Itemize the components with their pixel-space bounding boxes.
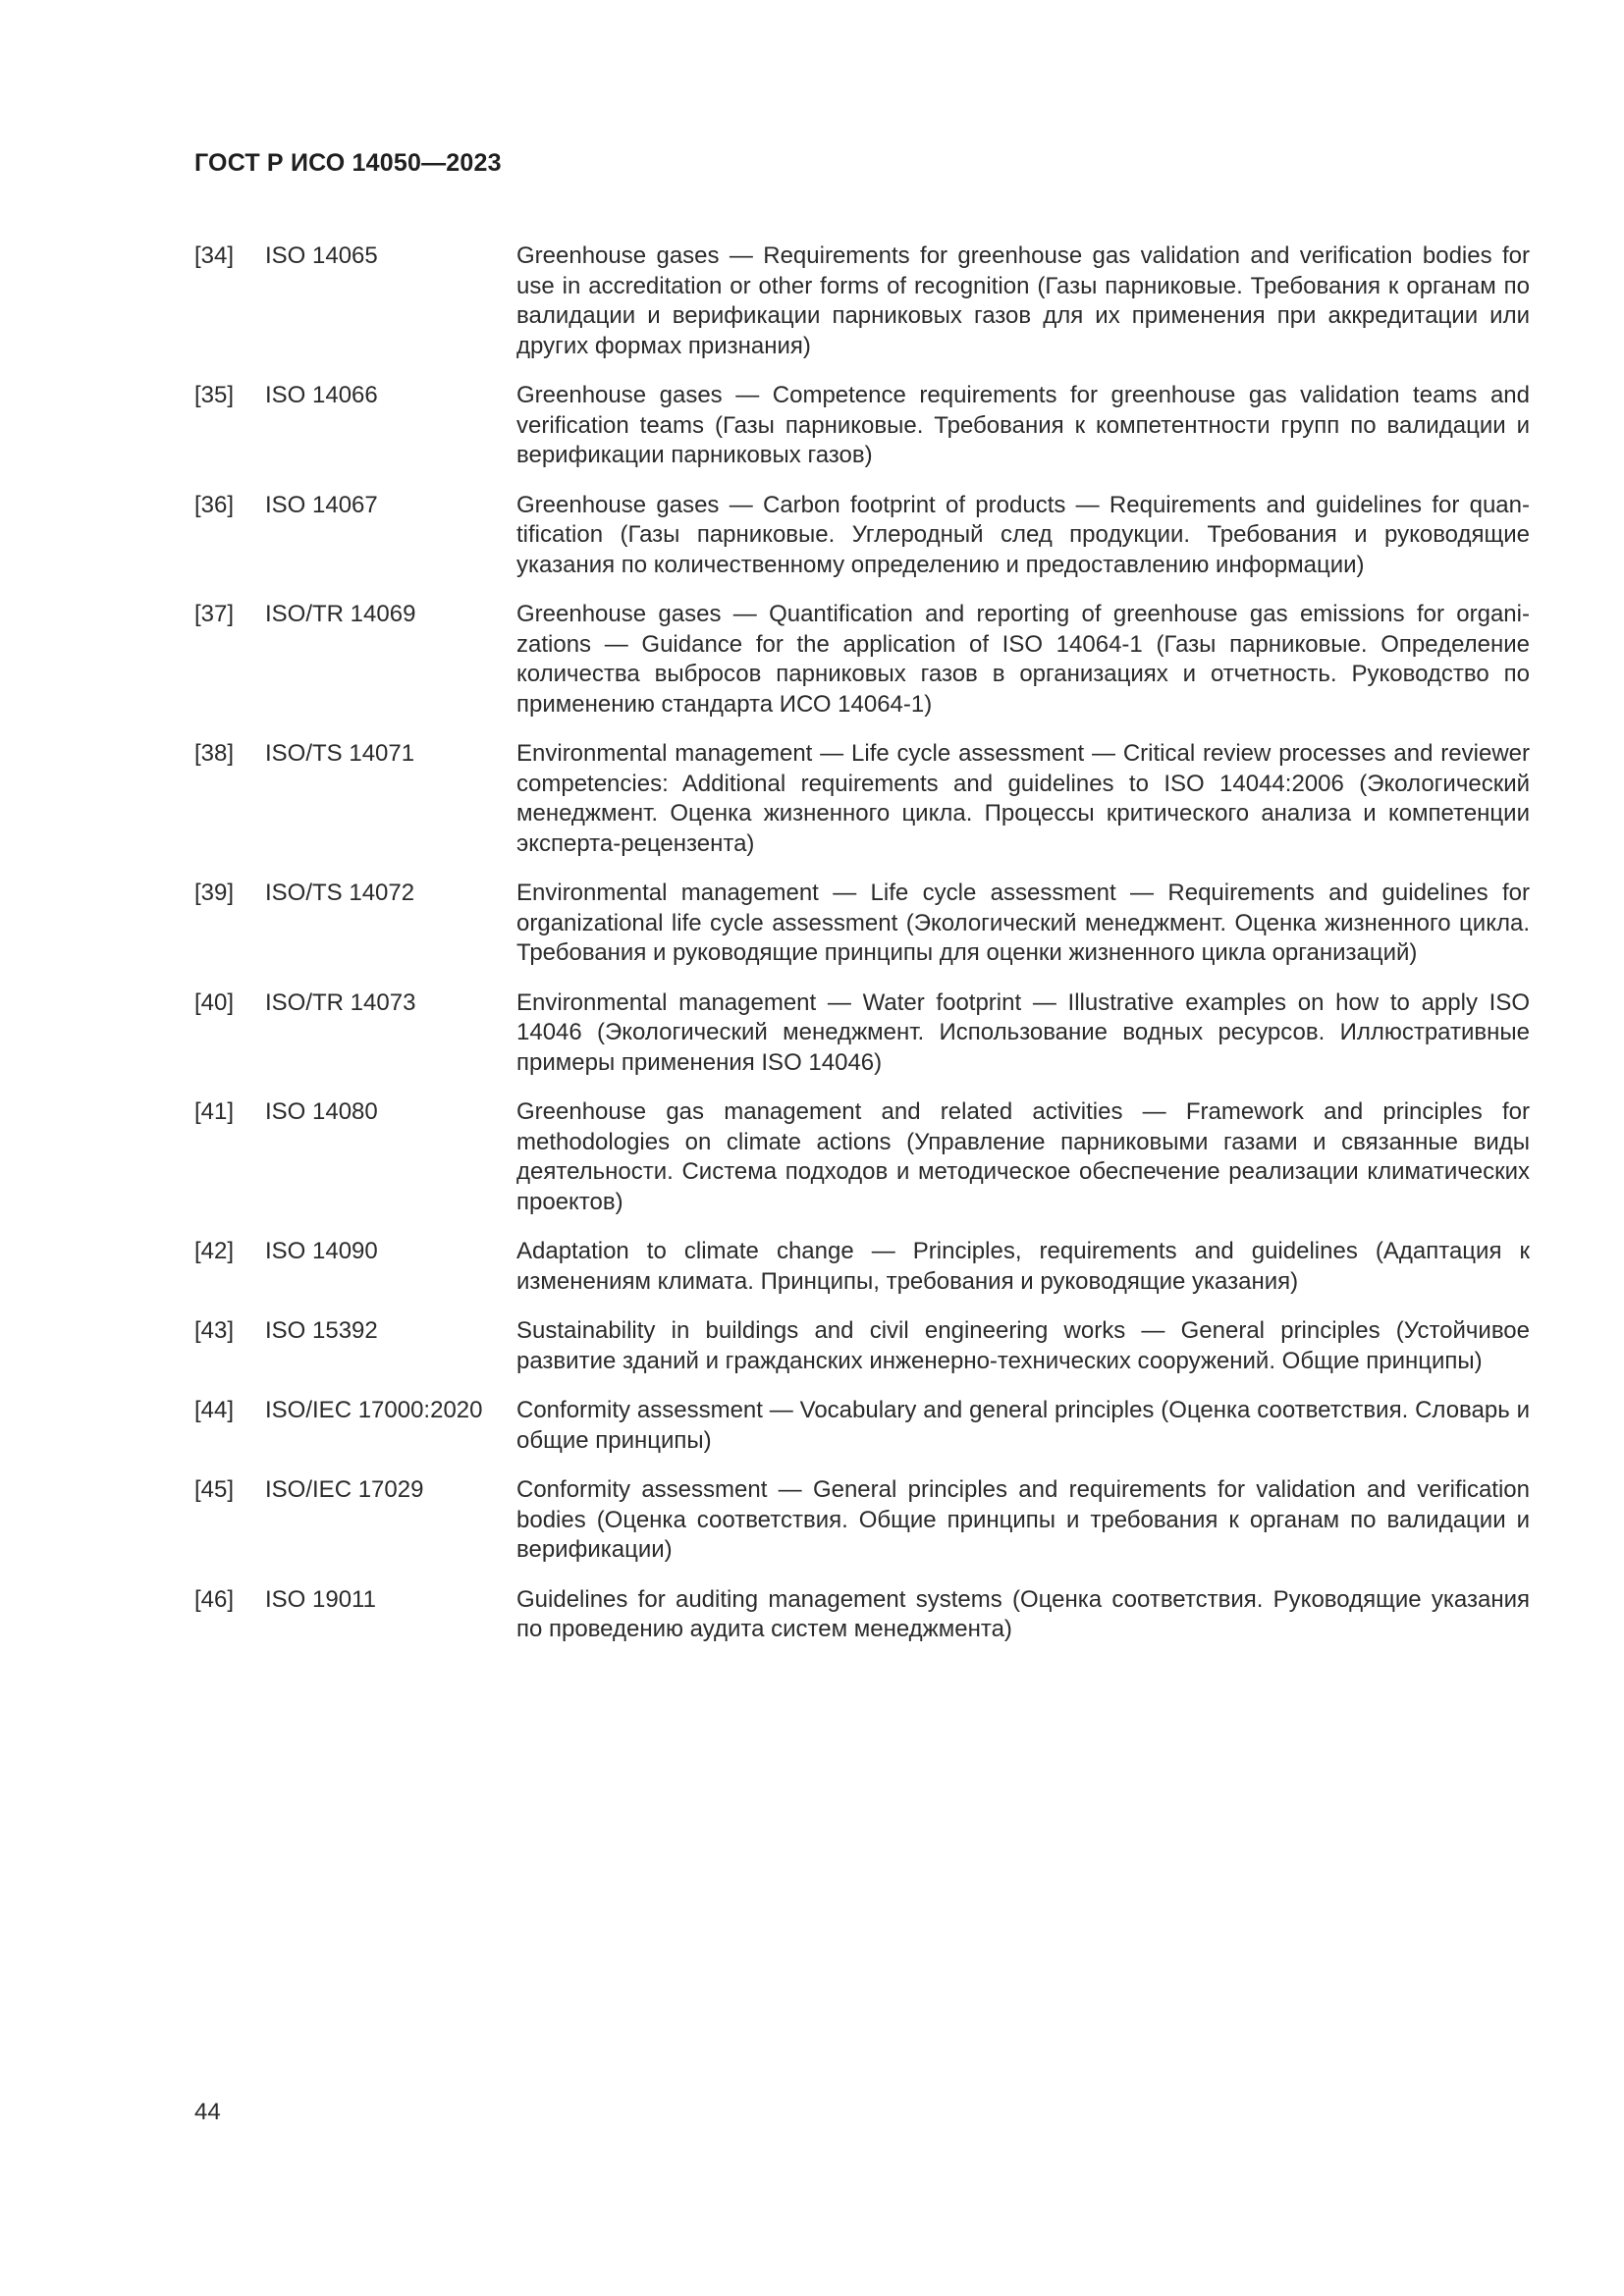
reference-code: ISO/TS 14072	[265, 880, 415, 906]
reference-title: Environmental management — Life cycle assessment — Requirements and guidelines for organizational life cycle assessment (Экологический менеджмент. Оценка жизненного цикла. Требования и руководящие принципы для оценки жизненного цикла организаций)	[516, 880, 1530, 966]
reference-item	[194, 1097, 1530, 1217]
document-header: ГОСТ Р ИСО 14050—2023	[194, 149, 502, 177]
reference-title: Guidelines for auditing management systems (Оценка соответствия. Руководящие указания по проведению аудита систем менеджмента)	[516, 1585, 1530, 1642]
reference-title: Greenhouse gas management and related activities — Framework and principles for methodologies on climate actions (Управление парниковыми газами и связанные виды деятельности. Система подходов и методическое обеспечение реализации климатических проектов)	[516, 1098, 1530, 1215]
reference-number: [42]	[194, 1238, 235, 1264]
reference-item	[194, 241, 1530, 361]
reference-code: ISO 14090	[265, 1238, 378, 1264]
reference-title: Sustainability in buildings and civil engineering works — General principles (Устойчивое развитие зданий и гражданских инженерно-технических сооружений. Общие принципы)	[516, 1317, 1530, 1374]
reference-code: ISO 15392	[265, 1317, 378, 1344]
reference-number: [39]	[194, 880, 235, 906]
reference-code: ISO/TS 14071	[265, 740, 415, 767]
reference-title: Environmental management — Life cycle assessment — Critical review processes and reviewer competencies: Additional requirements and guidelines to ISO 14044:2006 (Экологический менеджмент. Оценка жизненного цикла. Процессы критического анализа и компетенции эксперта-рецензента)	[516, 740, 1530, 857]
reference-title: Conformity assessment — General principles and requirements for validation and verification bodies (Оценка соответствия. Общие принципы и требования к органам по валидации и верификации)	[516, 1476, 1530, 1563]
reference-code: ISO 19011	[265, 1585, 376, 1613]
reference-code: ISO/IEC 17029	[265, 1476, 424, 1503]
reference-number: [36]	[194, 491, 235, 518]
reference-item	[194, 739, 1530, 859]
reference-code: ISO/TR 14073	[265, 988, 416, 1016]
reference-title: Greenhouse gases — Quantification and reporting of greenhouse gas emissions for organizations — Guidance for the application of ISO 14064-1 (Газы парниковые. Определение количества выбросов парниковых газов в организациях и отчетность. Руководство по применению стандарта ИСО 14064-1)	[516, 601, 1530, 718]
reference-item	[194, 988, 1530, 1079]
reference-code: ISO/TR 14069	[265, 601, 416, 627]
reference-code: ISO/IEC 17000:2020	[265, 1397, 483, 1423]
reference-item	[194, 381, 1530, 471]
reference-title: Conformity assessment — Vocabulary and general principles (Оценка соответствия. Словарь и общие принципы)	[516, 1397, 1530, 1454]
reference-item	[194, 1475, 1530, 1566]
reference-number: [43]	[194, 1317, 235, 1344]
reference-title: Greenhouse gases — Competence requirements for greenhouse gas validation teams and verification teams (Газы парниковые. Требования к компетентности групп по валидации и верификации парниковых газов)	[516, 382, 1530, 468]
reference-number: [35]	[194, 382, 235, 408]
reference-code: ISO 14080	[265, 1098, 378, 1125]
bibliography-list	[194, 241, 1530, 1665]
reference-number: [34]	[194, 242, 235, 269]
reference-item	[194, 491, 1530, 581]
reference-title: Environmental management — Water footprint — Illustrative examples on how to apply ISO 14046 (Экологический менеджмент. Использование водных ресурсов. Иллюстративные примеры применения ISO 14046)	[516, 988, 1530, 1076]
reference-code: ISO 14067	[265, 491, 378, 518]
page-number: 44	[194, 2099, 221, 2125]
reference-item	[194, 1237, 1530, 1297]
reference-number: [46]	[194, 1585, 235, 1613]
reference-number: [44]	[194, 1397, 235, 1423]
reference-code: ISO 14065	[265, 242, 378, 269]
reference-title: Adaptation to climate change — Principles, requirements and guidelines (Адаптация к изменениям климата. Принципы, требования и руководящие указания)	[516, 1238, 1530, 1295]
reference-item	[194, 879, 1530, 969]
reference-number: [38]	[194, 740, 235, 767]
reference-number: [41]	[194, 1098, 235, 1125]
reference-item	[194, 1396, 1530, 1456]
reference-number: [40]	[194, 988, 235, 1016]
reference-title: Greenhouse gases — Carbon footprint of products — Requirements and guidelines for quantification (Газы парниковые. Углеродный след продукции. Требования и руководящие указания по количественному определению и предоставлению информации)	[516, 491, 1530, 578]
reference-item	[194, 600, 1530, 720]
reference-title: Greenhouse gases — Requirements for greenhouse gas validation and verification bodies for use in accreditation or other forms of recognition (Газы парниковые. Требования к органам по валидации и верификации парниковых газов для их применения при аккредитации или других формах признания)	[516, 242, 1530, 359]
reference-number: [45]	[194, 1476, 235, 1503]
reference-code: ISO 14066	[265, 382, 378, 408]
reference-item	[194, 1585, 1530, 1645]
reference-item	[194, 1316, 1530, 1376]
reference-number: [37]	[194, 601, 235, 627]
